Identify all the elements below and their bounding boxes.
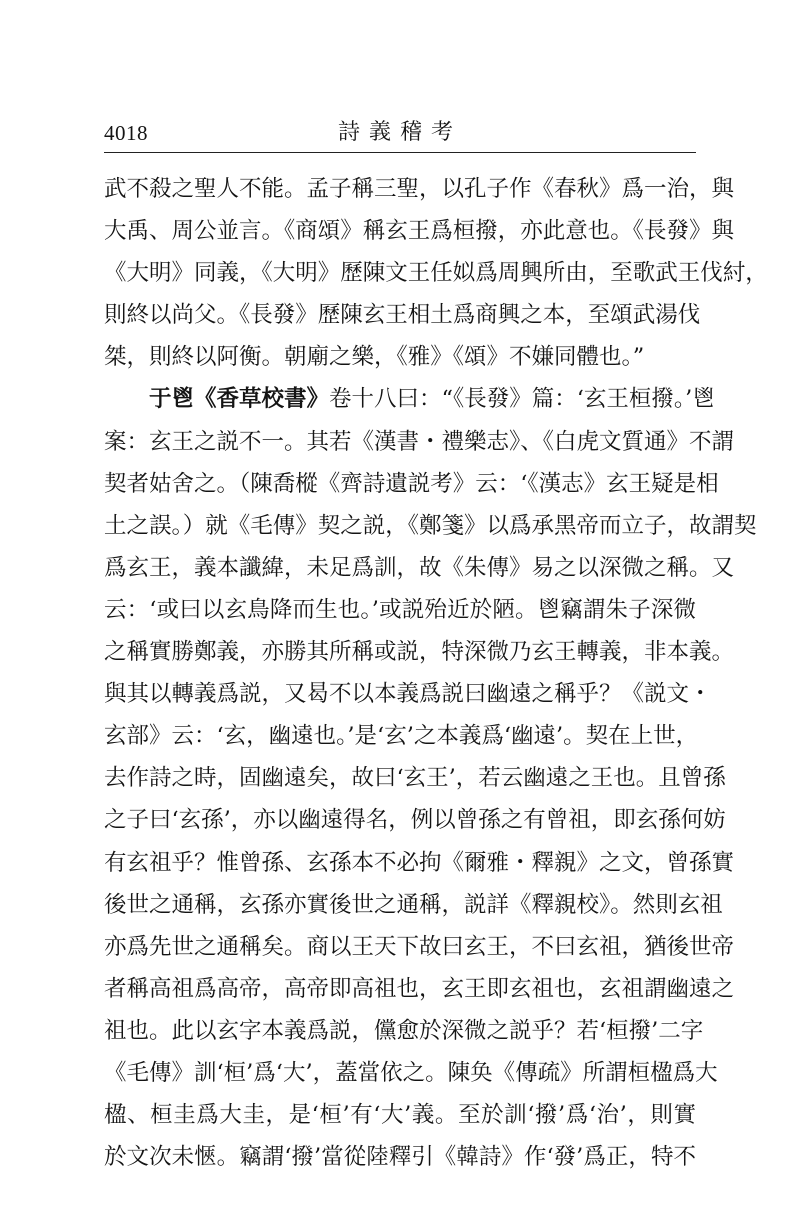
citation-lead: 于鬯《香草校書》 (149, 386, 330, 413)
text-line: 云：‘或曰以玄鳥降而生也。’或説殆近於陋。鬯竊謂朱子深微 (104, 596, 696, 623)
text-line: 土之誤。）就《毛傳》契之説，《鄭箋》以爲承黑帝而立子，故謂契 (104, 512, 757, 539)
page-header (104, 118, 696, 152)
text-line: 祖也。此以玄字本義爲説，儻愈於深微之説乎？若‘桓撥’二字 (104, 1017, 704, 1044)
text-line: 大禹、周公並言。《商頌》稱玄王爲桓撥，亦此意也。《長發》與 (104, 218, 735, 245)
text-line: 於文次未愜。竊謂‘撥’當從陸釋引《韓詩》作‘發’爲正，特不 (104, 1144, 696, 1171)
text-line: 玄部》云：‘玄，幽遠也。’是‘玄’之本義爲‘幽遠’。契在上世， (104, 723, 699, 750)
text-line: 楹、桓圭爲大圭，是‘桓’有‘大’義。至於訓‘撥’爲‘治’，則實 (104, 1102, 696, 1129)
text-line: 去作詩之時，固幽遠矣，故曰‘玄王’，若云幽遠之王也。且曾孫 (104, 765, 726, 792)
page-number: 4018 (104, 121, 148, 145)
body-text (104, 168, 768, 1178)
paragraph-start-line (104, 378, 715, 420)
text-line: 之稱實勝鄭義，亦勝其所稱或説，特深微乃玄王轉義，非本義。 (104, 639, 735, 666)
header-rule (104, 152, 696, 153)
text-line: 後世之通稱，玄孫亦實後世之通稱，説詳《釋親校》。然則玄祖 (104, 891, 723, 918)
text-line: 則終以尚父。《長發》歷陳玄王相土爲商興之本，至頌武湯伐 (104, 302, 701, 329)
text-line: 武不殺之聖人不能。孟子稱三聖，以孔子作《春秋》爲一治，與 (104, 176, 735, 202)
text-line: 桀，則終以阿衡。朝廟之樂，《雅》《頌》不嫌同體也。” (104, 344, 645, 371)
text-line: 《毛傳》訓‘桓’爲‘大’，蓋當依之。陳奂《傳疏》所謂桓楹爲大 (104, 1059, 718, 1086)
text-line: 之子曰‘玄孫’，亦以幽遠得名，例以曾孫之有曾祖，即玄孫何妨 (104, 807, 726, 834)
text-line: 亦爲先世之通稱矣。商以王天下故曰玄王，不曰玄祖，猶後世帝 (104, 933, 735, 960)
running-title: 詩義稽考 (337, 120, 462, 145)
citation-rest: 卷十八曰：“《長發》篇：‘玄王桓撥。’鬯 (329, 386, 715, 413)
text-line: 《大明》同義，《大明》歷陳文王任姒爲周興所由，至歌武王伐紂， (104, 260, 768, 287)
text-line: 爲玄王，義本讖緯，未足爲訓，故《朱傳》易之以深微之稱。又 (104, 554, 735, 581)
text-line: 有玄祖乎？惟曾孫、玄孫本不必拘《爾雅・釋親》之文，曾孫實 (104, 849, 735, 876)
text-line: 案：玄王之説不一。其若《漢書・禮樂志》、《白虎文質通》不謂 (104, 428, 735, 455)
text-line: 與其以轉義爲説，又曷不以本義爲説曰幽遠之稱乎？《説文・ (104, 681, 712, 708)
text-line: 者稱高祖爲高帝，高帝即高祖也，玄王即玄祖也，玄祖謂幽遠之 (104, 975, 735, 1002)
text-line: 契者姑舍之。（陳喬樅《齊詩遺説考》云：‘《漢志》玄王疑是相 (104, 470, 719, 497)
